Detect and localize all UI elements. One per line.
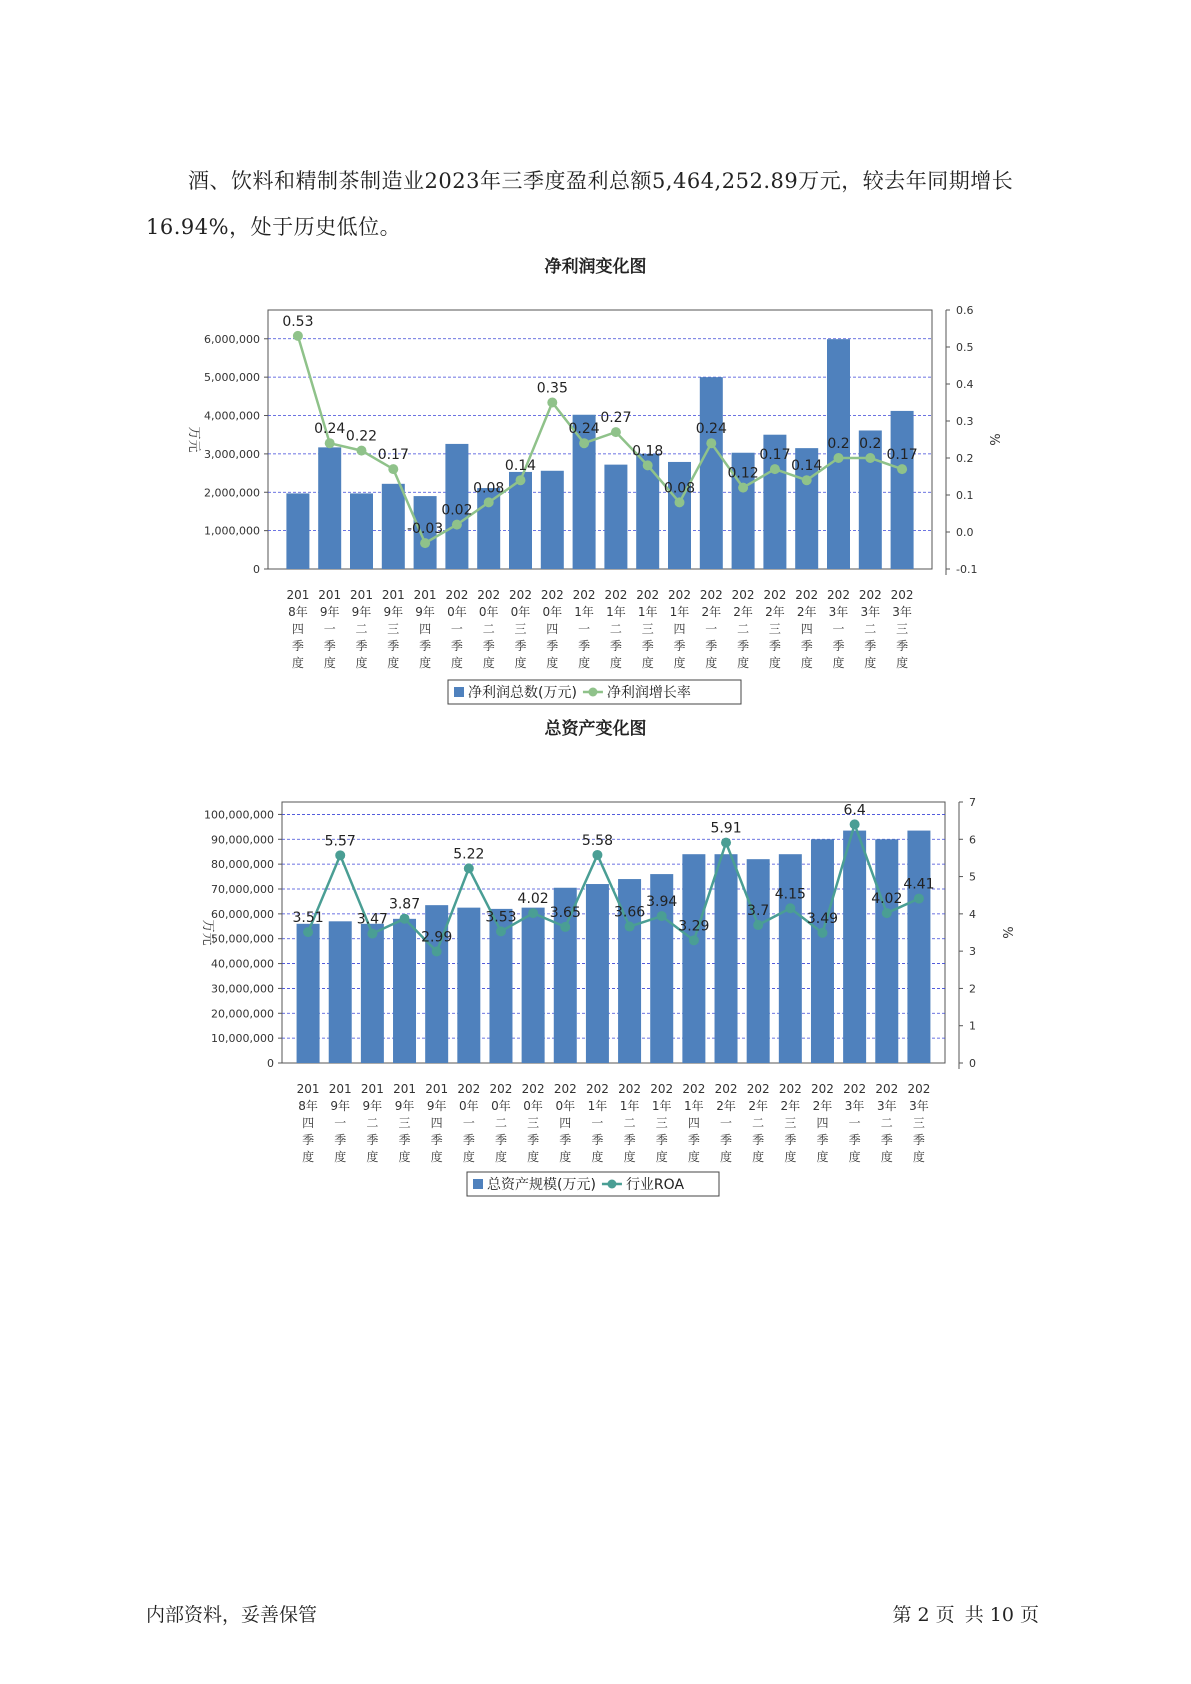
x-tick-label: 202 1年四季度 bbox=[668, 588, 691, 670]
bar bbox=[682, 854, 705, 1063]
data-label: 3.29 bbox=[678, 918, 710, 935]
x-tick-label: 202 0年一季度 bbox=[445, 588, 469, 670]
line-point bbox=[496, 926, 506, 936]
y2-tick-label: 3 bbox=[969, 945, 976, 959]
data-label: 6.4 bbox=[843, 802, 866, 819]
x-tick-label: 202 1年一季度 bbox=[585, 1082, 609, 1164]
footer-confidential: 内部资料，妥善保管 bbox=[146, 1604, 318, 1626]
y2-tick-label: 0.0 bbox=[956, 526, 974, 539]
y2-tick-label: 6 bbox=[969, 833, 976, 847]
y-tick-label: 80,000,000 bbox=[211, 858, 274, 872]
data-label: 0.2 bbox=[827, 436, 850, 452]
data-label: 3.49 bbox=[806, 910, 839, 927]
x-tick-label: 201 9年四季度 bbox=[425, 1082, 449, 1164]
line-point bbox=[528, 908, 538, 918]
x-tick-label: 202 1年二季度 bbox=[618, 1082, 642, 1164]
line-point bbox=[400, 914, 410, 924]
x-tick-label: 201 9年二季度 bbox=[360, 1082, 384, 1164]
x-tick-label: 202 0年二季度 bbox=[477, 588, 501, 670]
y-tick-label: 4,000,000 bbox=[204, 409, 260, 423]
x-tick-label: 202 0年一季度 bbox=[457, 1082, 481, 1164]
line-point bbox=[850, 819, 860, 829]
bar bbox=[907, 831, 930, 1063]
bar bbox=[329, 921, 352, 1063]
bar bbox=[715, 854, 738, 1063]
y2-tick-label: 0.5 bbox=[956, 341, 974, 354]
x-tick-label: 202 0年三季度 bbox=[509, 588, 532, 670]
footer-page: 第 2 页 bbox=[892, 1604, 955, 1626]
y2-tick-label: -0.1 bbox=[956, 563, 978, 576]
footer-total: 共 10 页 bbox=[964, 1604, 1039, 1626]
y2-tick-label: 1 bbox=[969, 1019, 976, 1033]
y2-tick-label: 4 bbox=[969, 907, 976, 921]
y-tick-label: 0 bbox=[253, 563, 260, 576]
y-tick-label: 20,000,000 bbox=[211, 1007, 274, 1021]
x-tick-label: 202 1年二季度 bbox=[604, 588, 628, 670]
y2-tick-label: 0.6 bbox=[956, 304, 974, 317]
data-label: 0.24 bbox=[314, 421, 346, 438]
y2-tick-label: 0.4 bbox=[956, 378, 974, 391]
bar bbox=[586, 884, 609, 1063]
y2-axis-label: % bbox=[986, 433, 1001, 446]
data-label: 0.17 bbox=[377, 447, 409, 464]
x-tick-label: 201 9年三季度 bbox=[381, 588, 405, 670]
y-axis-label: 万元 bbox=[186, 426, 201, 453]
bar bbox=[361, 924, 384, 1063]
data-label: 5.22 bbox=[453, 846, 485, 863]
data-label: 0.24 bbox=[568, 421, 600, 438]
line-point bbox=[785, 903, 795, 913]
data-label: 0.22 bbox=[345, 428, 378, 445]
legend bbox=[467, 1172, 719, 1196]
data-label: 0.14 bbox=[504, 458, 537, 475]
x-tick-label: 202 3年一季度 bbox=[827, 588, 850, 670]
y-tick-label: 50,000,000 bbox=[211, 932, 274, 946]
x-tick-label: 202 3年一季度 bbox=[843, 1082, 867, 1164]
bar bbox=[843, 831, 866, 1063]
x-tick-label: 202 2年四季度 bbox=[795, 588, 819, 670]
data-label: 0.08 bbox=[473, 480, 505, 497]
line-point bbox=[592, 850, 602, 860]
data-label: 0.14 bbox=[791, 458, 823, 475]
y-tick-label: 1,000,000 bbox=[204, 524, 260, 538]
data-label: 3.7 bbox=[747, 903, 770, 920]
data-label: 2.99 bbox=[421, 929, 453, 946]
y-tick-label: 0 bbox=[267, 1057, 274, 1070]
data-label: -0.03 bbox=[406, 521, 444, 538]
y-tick-label: 10,000,000 bbox=[211, 1032, 274, 1046]
x-tick-label: 202 1年三季度 bbox=[650, 1082, 674, 1164]
y-axis-label: 万元 bbox=[200, 919, 215, 946]
line-point bbox=[817, 928, 827, 938]
legend-bar-label: 总资产规模(万元) bbox=[487, 1177, 596, 1193]
x-tick-label: 201 9年四季度 bbox=[413, 588, 437, 670]
data-label: 3.51 bbox=[292, 910, 324, 927]
bar bbox=[875, 839, 898, 1063]
data-label: 0.08 bbox=[663, 480, 696, 497]
y-tick-label: 3,000,000 bbox=[204, 447, 260, 461]
data-label: 4.02 bbox=[517, 891, 549, 908]
y2-tick-label: 0 bbox=[969, 1057, 976, 1070]
data-label: 0.35 bbox=[536, 380, 568, 397]
y-tick-label: 90,000,000 bbox=[211, 833, 274, 847]
line-point bbox=[303, 927, 313, 937]
data-label: 5.91 bbox=[710, 820, 742, 837]
data-label: 5.57 bbox=[324, 833, 356, 850]
y2-tick-label: 5 bbox=[969, 870, 976, 884]
data-label: 4.41 bbox=[903, 876, 935, 893]
summary-paragraph: 酒、饮料和精制茶制造业2023年三季度盈利总额5,464,252.89万元，较去年同期增长16.94%，处于历史低位。 bbox=[146, 169, 1014, 239]
x-tick-label: 202 2年四季度 bbox=[811, 1082, 834, 1164]
y2-tick-label: 0.1 bbox=[956, 489, 974, 502]
x-tick-label: 202 3年二季度 bbox=[875, 1082, 899, 1164]
x-tick-label: 201 9年三季度 bbox=[393, 1082, 416, 1164]
legend-bar-swatch bbox=[473, 1179, 483, 1189]
line-point bbox=[560, 922, 570, 932]
y2-tick-label: 2 bbox=[969, 982, 976, 996]
y-tick-label: 70,000,000 bbox=[211, 883, 274, 896]
data-label: 0.17 bbox=[759, 447, 791, 464]
x-tick-label: 201 9年二季度 bbox=[350, 588, 373, 670]
line-point bbox=[689, 935, 699, 945]
x-tick-label: 202 2年二季度 bbox=[746, 1082, 770, 1164]
bar bbox=[811, 839, 834, 1063]
data-label: 0.24 bbox=[695, 421, 727, 438]
x-tick-label: 202 1年一季度 bbox=[572, 588, 596, 670]
bar bbox=[522, 908, 545, 1063]
x-tick-label: 201 8年四季度 bbox=[296, 1082, 320, 1164]
x-tick-label: 202 3年三季度 bbox=[890, 588, 914, 670]
y-tick-label: 100,000,000 bbox=[204, 808, 274, 822]
x-tick-label: 201 8年四季度 bbox=[286, 588, 310, 670]
data-label: 0.27 bbox=[600, 410, 632, 427]
data-label: 3.66 bbox=[613, 904, 646, 921]
x-tick-label: 202 0年三季度 bbox=[521, 1082, 545, 1164]
data-label: 0.02 bbox=[441, 502, 473, 519]
x-tick-label: 202 0年四季度 bbox=[540, 588, 564, 670]
x-tick-label: 202 2年一季度 bbox=[699, 588, 723, 670]
line-point bbox=[657, 911, 667, 921]
data-label: 4.02 bbox=[871, 891, 903, 908]
legend-line-label: 行业ROA bbox=[625, 1177, 685, 1193]
chart1-title: 净利润变化图 bbox=[544, 257, 647, 277]
y2-tick-label: 0.2 bbox=[956, 452, 974, 465]
x-tick-label: 202 3年三季度 bbox=[907, 1082, 931, 1164]
x-tick-label: 202 0年四季度 bbox=[553, 1082, 577, 1164]
x-tick-label: 202 2年三季度 bbox=[763, 588, 787, 670]
footer-pagination bbox=[889, 1600, 1039, 1627]
x-tick-label: 202 2年一季度 bbox=[714, 1082, 738, 1164]
y-tick-label: 2,000,000 bbox=[204, 486, 260, 500]
x-tick-label: 201 9年一季度 bbox=[318, 588, 342, 670]
bar bbox=[747, 859, 770, 1063]
data-label: 5.58 bbox=[581, 832, 614, 849]
y2-tick-label: 0.3 bbox=[956, 415, 974, 428]
data-label: 0.2 bbox=[859, 436, 882, 452]
x-tick-label: 202 2年三季度 bbox=[778, 1082, 802, 1164]
line-point bbox=[367, 929, 377, 939]
bar bbox=[457, 908, 480, 1063]
y-tick-label: 60,000,000 bbox=[211, 907, 274, 921]
data-label: 3.47 bbox=[356, 911, 388, 928]
y2-tick-label: 7 bbox=[969, 796, 976, 809]
line-point bbox=[625, 922, 635, 932]
x-tick-label: 202 3年二季度 bbox=[858, 588, 882, 670]
y-tick-label: 5,000,000 bbox=[204, 371, 260, 385]
data-label: 3.94 bbox=[646, 894, 678, 911]
x-tick-label: 202 1年四季度 bbox=[682, 1082, 706, 1164]
y2-axis-label: % bbox=[999, 926, 1014, 939]
data-label: 4.15 bbox=[774, 886, 806, 903]
chart2-title: 总资产变化图 bbox=[544, 719, 647, 739]
bar bbox=[393, 919, 416, 1063]
data-label: 3.53 bbox=[485, 909, 517, 926]
data-label: 3.65 bbox=[549, 904, 581, 921]
line-point bbox=[753, 920, 763, 930]
line-point bbox=[914, 894, 924, 904]
x-tick-label: 202 0年二季度 bbox=[489, 1082, 513, 1164]
data-label: 3.87 bbox=[388, 896, 421, 913]
y-tick-label: 30,000,000 bbox=[211, 982, 274, 996]
line-point bbox=[882, 908, 892, 918]
line-point bbox=[464, 863, 474, 873]
line-point bbox=[432, 947, 442, 957]
legend-line-label: 净利润增长率 bbox=[606, 685, 691, 701]
line-point bbox=[721, 838, 731, 848]
y-tick-label: 6,000,000 bbox=[204, 332, 260, 346]
x-tick-label: 201 9年一季度 bbox=[328, 1082, 352, 1164]
legend-bar-label: 净利润总数(万元) bbox=[468, 685, 577, 701]
data-label: 0.12 bbox=[727, 465, 759, 482]
data-label: 0.18 bbox=[632, 443, 664, 460]
data-label: 0.53 bbox=[282, 313, 314, 330]
data-label: 0.17 bbox=[886, 447, 918, 464]
x-tick-label: 202 1年三季度 bbox=[636, 588, 660, 670]
line-point bbox=[335, 850, 345, 860]
bar bbox=[297, 924, 320, 1063]
x-tick-label: 202 2年二季度 bbox=[731, 588, 755, 670]
y-tick-label: 40,000,000 bbox=[211, 957, 274, 971]
